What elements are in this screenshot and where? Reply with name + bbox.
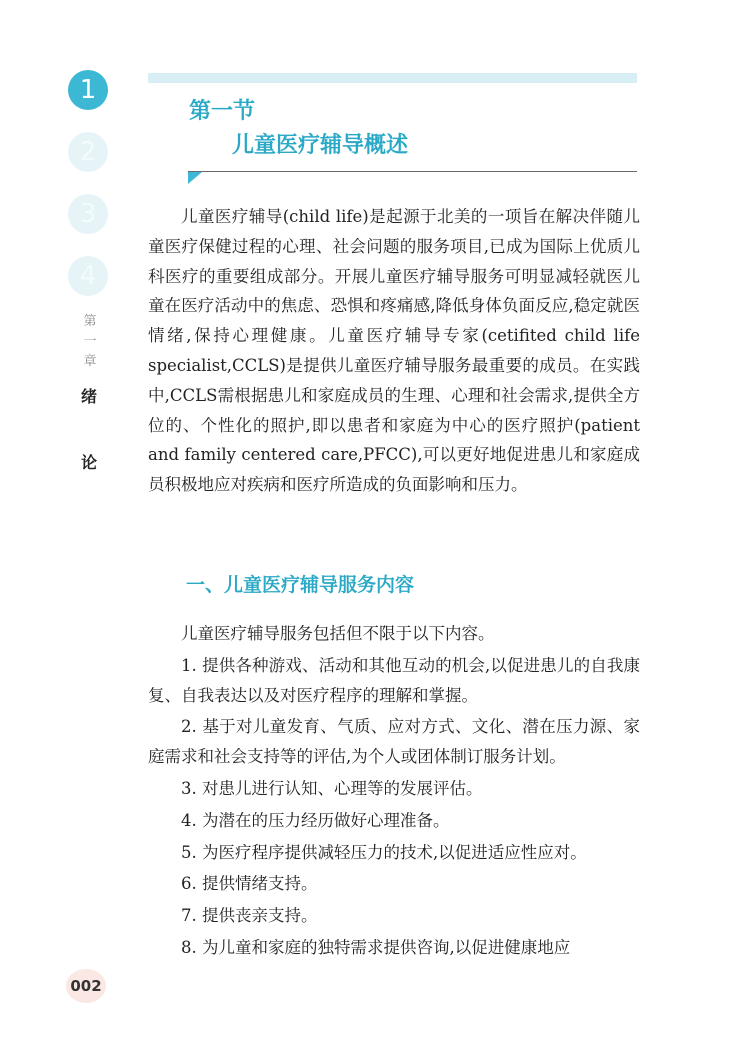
- service-content-list: [148, 619, 640, 965]
- list-lead: 儿童医疗辅导服务包括但不限于以下内容。: [181, 624, 495, 643]
- subsection-heading: 一、儿童医疗辅导服务内容: [186, 574, 415, 596]
- chapter-title: [76, 384, 102, 516]
- list-item: 6. 提供情绪支持。: [181, 874, 318, 894]
- chapter-label: [78, 312, 102, 372]
- chapter-label-char: 章: [83, 354, 97, 369]
- chapter-label-char: 第: [83, 314, 97, 329]
- list-item: 4. 为潜在的压力经历做好心理准备。: [181, 810, 450, 830]
- page-number: 002: [66, 969, 106, 1003]
- list-item: 5. 为医疗程序提供减轻压力的技术,以促进适应性应对。: [181, 842, 587, 862]
- section-title: 儿童医疗辅导概述: [232, 133, 409, 158]
- chapter-title-char: 论: [80, 453, 97, 472]
- list-item: 8. 为儿童和家庭的独特需求提供咨询,以促进健康地应: [181, 937, 571, 957]
- list-item: 7. 提供丧亲支持。: [181, 906, 318, 926]
- chapter-nav: [68, 70, 110, 318]
- list-item: 3. 对患儿进行认知、心理等的发展评估。: [181, 778, 483, 798]
- section-number: 第一节: [189, 99, 256, 124]
- list-item: 2. 基于对儿童发育、气质、应对方式、文化、潜在压力源、家庭需求和社会支持等的评估,为个人或团体制订服务计划。: [148, 717, 640, 767]
- section-top-bar: [148, 73, 637, 83]
- chapter-title-char: 绪: [80, 387, 97, 406]
- chapter-label-char: 一: [83, 334, 97, 349]
- title-divider: [188, 171, 637, 172]
- intro-paragraph: 儿童医疗辅导(child life)是起源于北美的一项旨在解决伴随儿童医疗保健过程的心理、社会问题的服务项目,已成为国际上优质儿科医疗的重要组成部分。开展儿童医疗辅导服务可明显减轻就医儿童在医疗活动中的焦虑、恐惧和疼痛感,降低身体负面反应,稳定就医情绪,保持心理健康。儿童医疗辅导专家(cetifited child life specialist,CCLS)是提供儿童医疗辅导服务最重要的成员。在实践中,CCLS需根据患儿和家庭成员的生理、心理和社会需求,提供全方位的、个性化的照护,即以患者和家庭为中心的医疗照护(patient and family centered care,PFCC),可以更好地促进患儿和家庭成员积极地应对疾病和医疗所造成的负面影响和压力。: [148, 207, 640, 495]
- chapter-nav-item-4[interactable]: 4: [68, 256, 108, 296]
- list-item: 1. 提供各种游戏、活动和其他互动的机会,以促进患儿的自我康复、自我表达以及对医疗程序的理解和掌握。: [148, 655, 640, 705]
- chapter-nav-item-2[interactable]: 2: [68, 132, 108, 172]
- intro-section: [148, 202, 640, 500]
- chapter-nav-item-3[interactable]: 3: [68, 194, 108, 234]
- chapter-nav-item-1[interactable]: 1: [68, 70, 108, 110]
- title-triangle-marker: [188, 172, 202, 184]
